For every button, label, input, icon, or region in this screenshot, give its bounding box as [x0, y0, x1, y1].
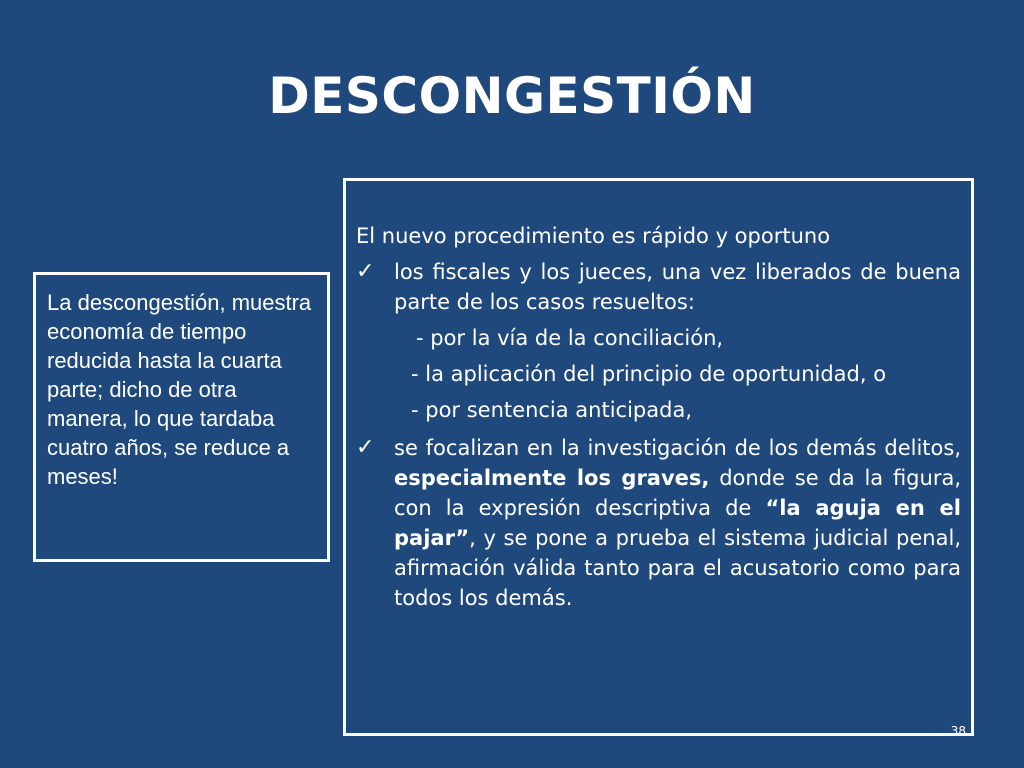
slide-number: 38 — [950, 724, 966, 738]
content-box — [343, 178, 974, 736]
summary-text: La descongestión, muestra economía de tiempo reducida hasta la cuarta parte; dicho de otra manera, lo que tardaba cuatro años, se reduce a meses! — [47, 290, 312, 489]
bullet-text — [394, 433, 961, 613]
bullet-item — [356, 257, 961, 317]
slide-title: DESCONGESTIÓN — [268, 67, 756, 125]
bullet-text — [394, 257, 961, 317]
sub-item: - la aplicación del principio de oportunidad, o — [411, 362, 887, 386]
checkmark-icon: ✓ — [356, 435, 375, 460]
bullet-2-bold-quote: “la aguja en el pajar” — [394, 496, 961, 550]
bullet-item — [356, 433, 961, 613]
summary-box — [33, 272, 330, 562]
bullet-2-text-part: donde se da la figura, con la expresión descriptiva de — [394, 466, 962, 520]
intro-line: El nuevo procedimiento es rápido y oportuno — [356, 224, 831, 248]
checkmark-icon: ✓ — [356, 259, 375, 284]
bullet-2-text-part: se focalizan en la investigación de los demás delitos, — [394, 436, 961, 460]
bullet-2-bold-phrase: especialmente los graves, — [394, 466, 710, 490]
sub-item: - por sentencia anticipada, — [411, 398, 692, 422]
bullet-2-text-part: , y se pone a prueba el sistema judicial penal, afirmación válida tanto para el acusatorio como para todos los demás. — [394, 526, 961, 610]
bullet-1-text: los fiscales y los jueces, una vez liberados de buena parte de los casos resueltos: — [394, 260, 961, 314]
sub-item: - por la vía de la conciliación, — [416, 326, 724, 350]
